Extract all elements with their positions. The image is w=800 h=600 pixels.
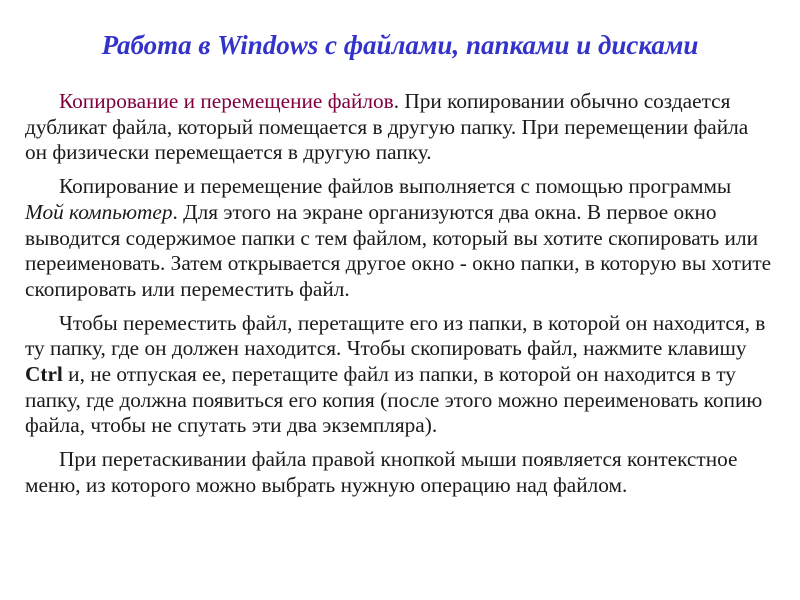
slide-body xyxy=(25,89,773,507)
paragraph-2-text-after: . Для этого на экране организуются два окна. В первое окно выводится содержимое папки с тем файлом, который вы хотите скопировать или переименовать. Затем открывается другое окно - окно папки, в которую вы хотите скопировать или переместить файл. xyxy=(25,199,772,301)
paragraph-drag-move-copy xyxy=(25,311,773,440)
program-name-my-computer: Мой компьютер xyxy=(25,199,173,224)
paragraph-3-text-after: и, не отпуская ее, перетащите файл из папки, в которой он находится в ту папку, где должна появиться его копия (после этого можно переименовать копию файла, чтобы не спутать эти два экземпляра). xyxy=(25,362,763,438)
slide-title: Работа в Windows с файлами, папками и дисками xyxy=(101,30,699,60)
term-copy-move-files: Копирование и перемещение файлов xyxy=(59,89,394,113)
paragraph-my-computer xyxy=(25,174,773,303)
key-ctrl: Ctrl xyxy=(25,362,63,387)
paragraph-right-drag xyxy=(25,447,773,498)
paragraph-1-text: . При копировании обычно создается дубликат файла, который помещается в другую папку. При перемещении файла он физически перемещается в другую папку. xyxy=(25,89,749,165)
paragraph-2-text-before: Копирование и перемещение файлов выполняется с помощью программы xyxy=(59,174,732,199)
paragraph-3-text-before: Чтобы переместить файл, перетащите его из папки, в которой он находится, в ту папку, где он должен находится. Чтобы скопировать файл, нажмите клавишу xyxy=(25,310,766,361)
paragraph-copy-move-definition xyxy=(25,89,773,166)
paragraph-4-text: При перетаскивании файла правой кнопкой мыши появляется контекстное меню, из которого можно выбрать нужную операцию над файлом. xyxy=(25,447,738,497)
